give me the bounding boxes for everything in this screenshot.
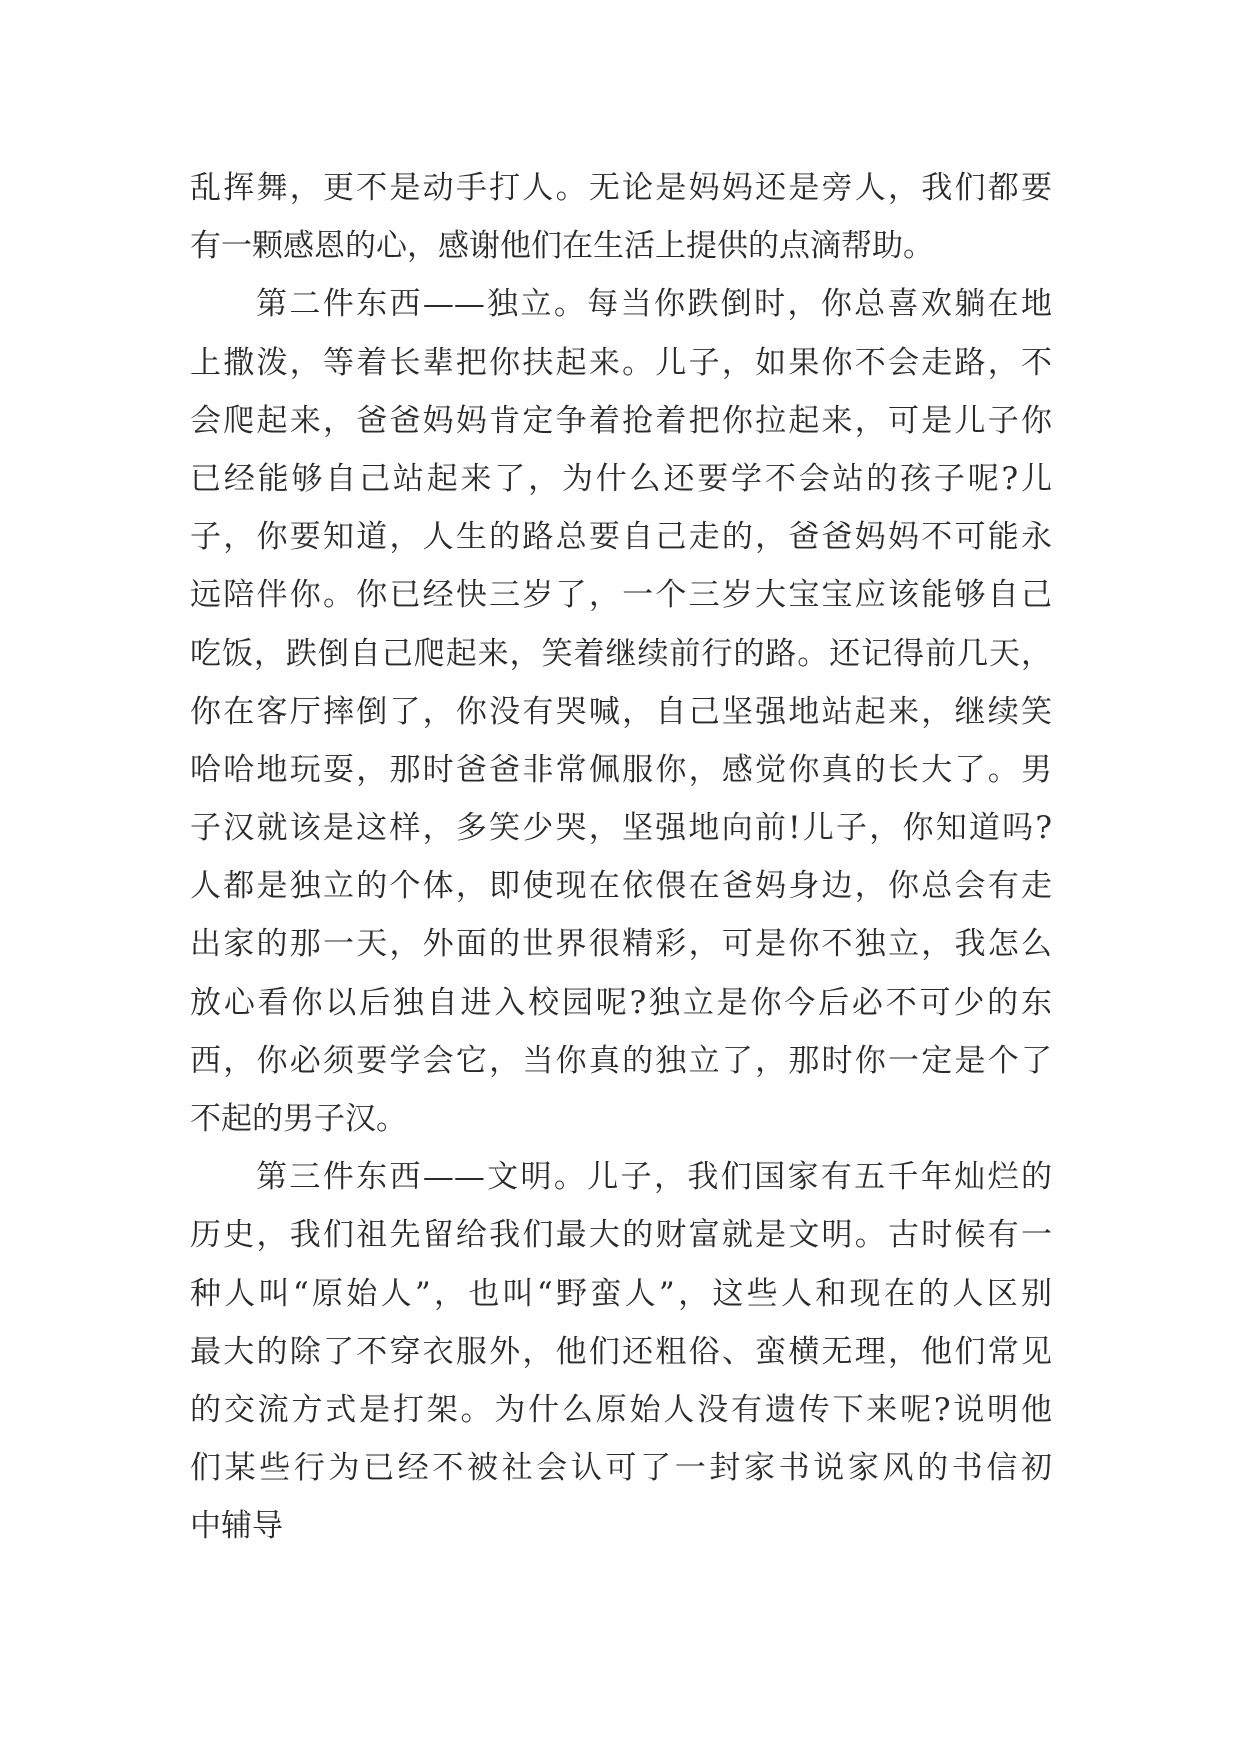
paragraph (190, 1148, 1052, 1555)
text-line: 最大的除了不穿衣服外，他们还粗俗、蛮横无理，他们常见 (190, 1333, 1052, 1370)
text-line: 有一颗感恩的心，感谢他们在生活上提供的点滴帮助。 (190, 228, 934, 265)
text-line: 人都是独立的个体，即使现在依偎在爸妈身边，你总会有走 (190, 868, 1052, 905)
text-line: 哈哈地玩耍，那时爸爸非常佩服你，感觉你真的长大了。男 (190, 751, 1052, 788)
text-line: 历史，我们祖先留给我们最大的财富就是文明。古时候有一 (190, 1217, 1052, 1254)
text-line: 子，你要知道，人生的路总要自己走的，爸爸妈妈不可能永 (190, 519, 1052, 556)
document-body (190, 159, 1052, 1556)
text-line: 远陪伴你。你已经快三岁了，一个三岁大宝宝应该能够自己 (190, 577, 1052, 614)
text-line: 乱挥舞，更不是动手打人。无论是妈妈还是旁人，我们都要 (190, 170, 1052, 206)
text-line: 第二件东西——独立。每当你跌倒时，你总喜欢躺在地 (256, 286, 1052, 323)
text-line: 会爬起来，爸爸妈妈肯定争着抢着把你拉起来，可是儿子你 (190, 402, 1052, 439)
text-line: 第三件东西——文明。儿子，我们国家有五千年灿烂的 (256, 1159, 1052, 1196)
text-line: 吃饭，跌倒自己爬起来，笑着继续前行的路。还记得前几天， (190, 635, 1052, 672)
text-line: 出家的那一天，外面的世界很精彩，可是你不独立，我怎么 (190, 926, 1052, 963)
text-line: 已经能够自己站起来了，为什么还要学不会站的孩子呢?儿 (190, 460, 1052, 497)
text-line: 的交流方式是打架。为什么原始人没有遗传下来呢?说明他 (190, 1391, 1052, 1428)
text-line: 你在客厅摔倒了，你没有哭喊，自己坚强地站起来，继续笑 (190, 693, 1052, 730)
text-line: 不起的男子汉。 (190, 1101, 407, 1137)
text-line: 上撒泼，等着长辈把你扶起来。儿子，如果你不会走路，不 (190, 344, 1052, 381)
text-line: 西，你必须要学会它，当你真的独立了，那时你一定是个了 (190, 1042, 1052, 1079)
text-line: 子汉就该是这样，多笑少哭，坚强地向前!儿子，你知道吗? (190, 810, 1052, 847)
paragraph (190, 275, 1052, 1148)
paragraph (190, 159, 1052, 275)
text-line: 中辅导 (190, 1508, 283, 1545)
text-line: 们某些行为已经不被社会认可了一封家书说家风的书信初 (190, 1450, 1052, 1487)
text-line: 放心看你以后独自进入校园呢?独立是你今后必不可少的东 (190, 984, 1052, 1021)
text-line: 种人叫“原始人”，也叫“野蛮人”，这些人和现在的人区别 (190, 1275, 1052, 1312)
